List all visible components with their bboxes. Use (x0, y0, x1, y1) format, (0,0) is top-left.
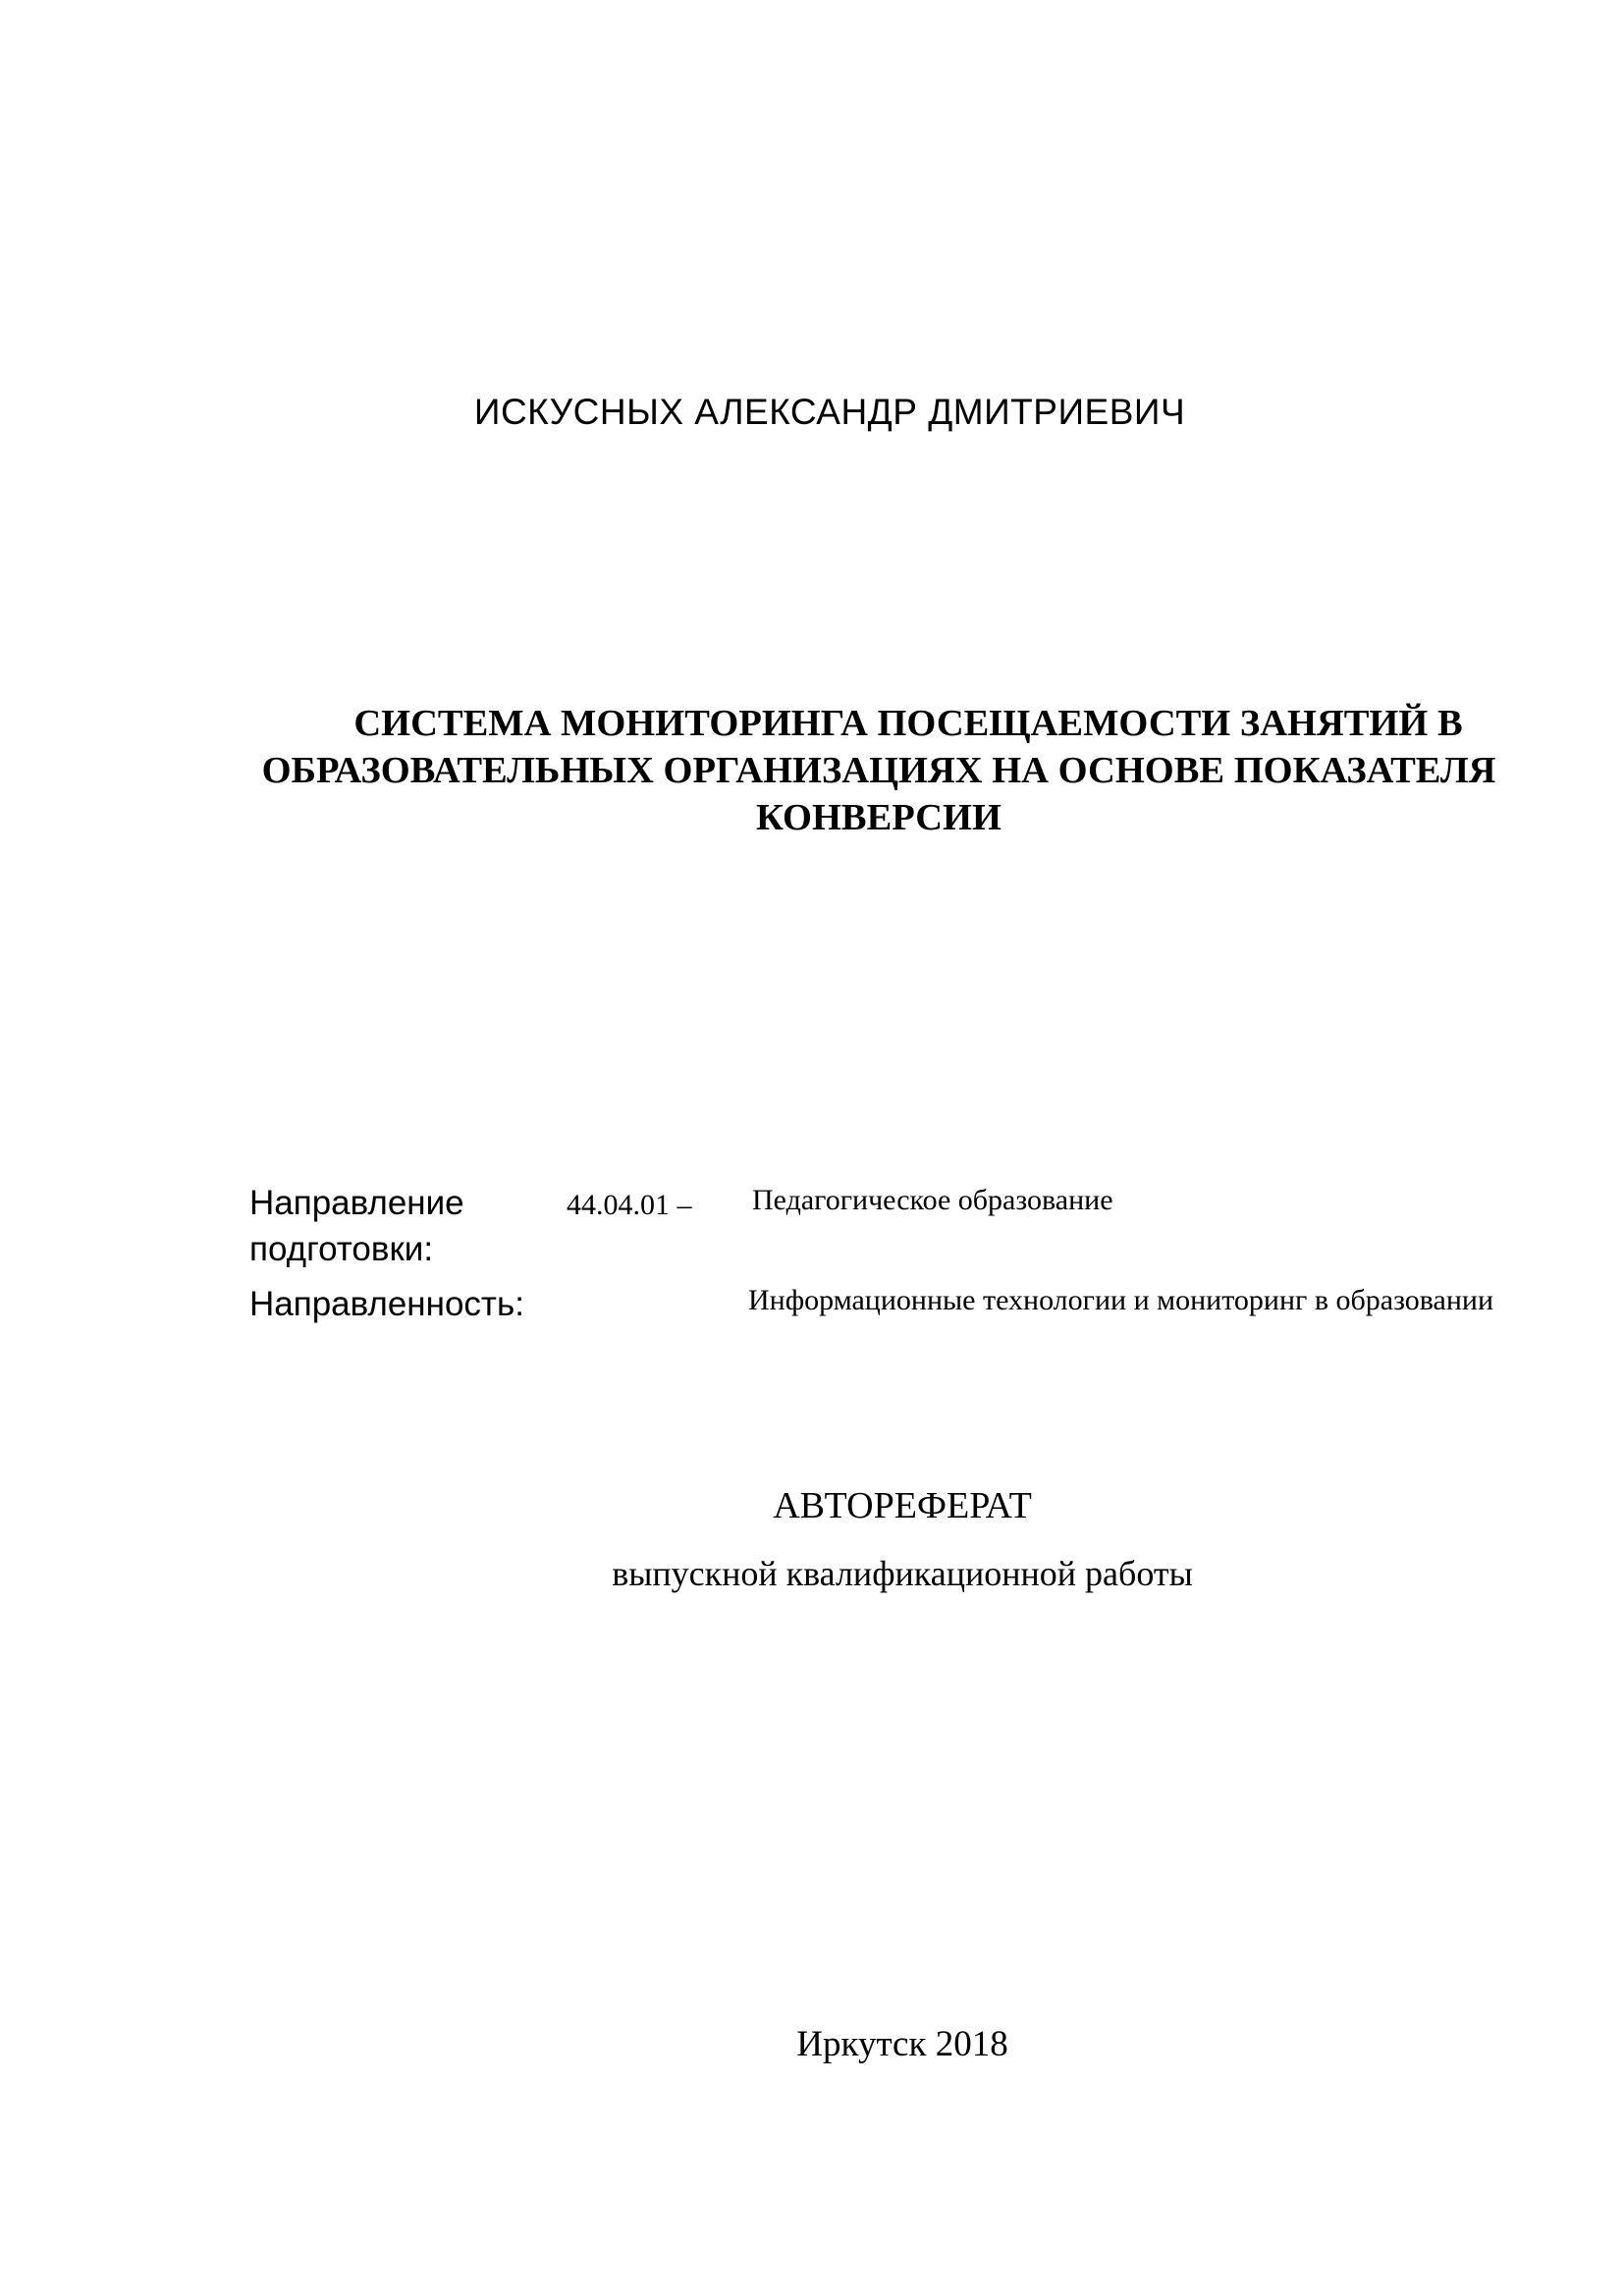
direction-label: Направление (249, 1184, 464, 1222)
city-year: Иркутск 2018 (796, 2024, 1008, 2064)
thesis-title-line: ОБРАЗОВАТЕЛЬНЫХ ОРГАНИЗАЦИЯХ НА ОСНОВЕ ПОКАЗАТЕЛЯ (261, 750, 1496, 791)
direction-label-continued: подготовки: (249, 1230, 434, 1268)
author-name: ИСКУСНЫХ АЛЕКСАНДР ДМИТРИЕВИЧ (473, 392, 1186, 432)
document-subtype: выпускной квалификационной работы (612, 1554, 1193, 1593)
thesis-title-line: СИСТЕМА МОНИТОРИНГА ПОСЕЩАЕМОСТИ ЗАНЯТИЙ В (353, 703, 1463, 744)
focus-value: Информационные технологии и мониторинг в образовании (748, 1284, 1494, 1316)
thesis-title-line: КОНВЕРСИИ (756, 797, 1001, 838)
focus-label: Направленность: (249, 1285, 524, 1323)
thesis-title (226, 700, 1532, 841)
direction-code: 44.04.01 – (567, 1189, 692, 1221)
direction-value: Педагогическое образование (752, 1184, 1113, 1216)
document-type: АВТОРЕФЕРАТ (773, 1485, 1032, 1526)
